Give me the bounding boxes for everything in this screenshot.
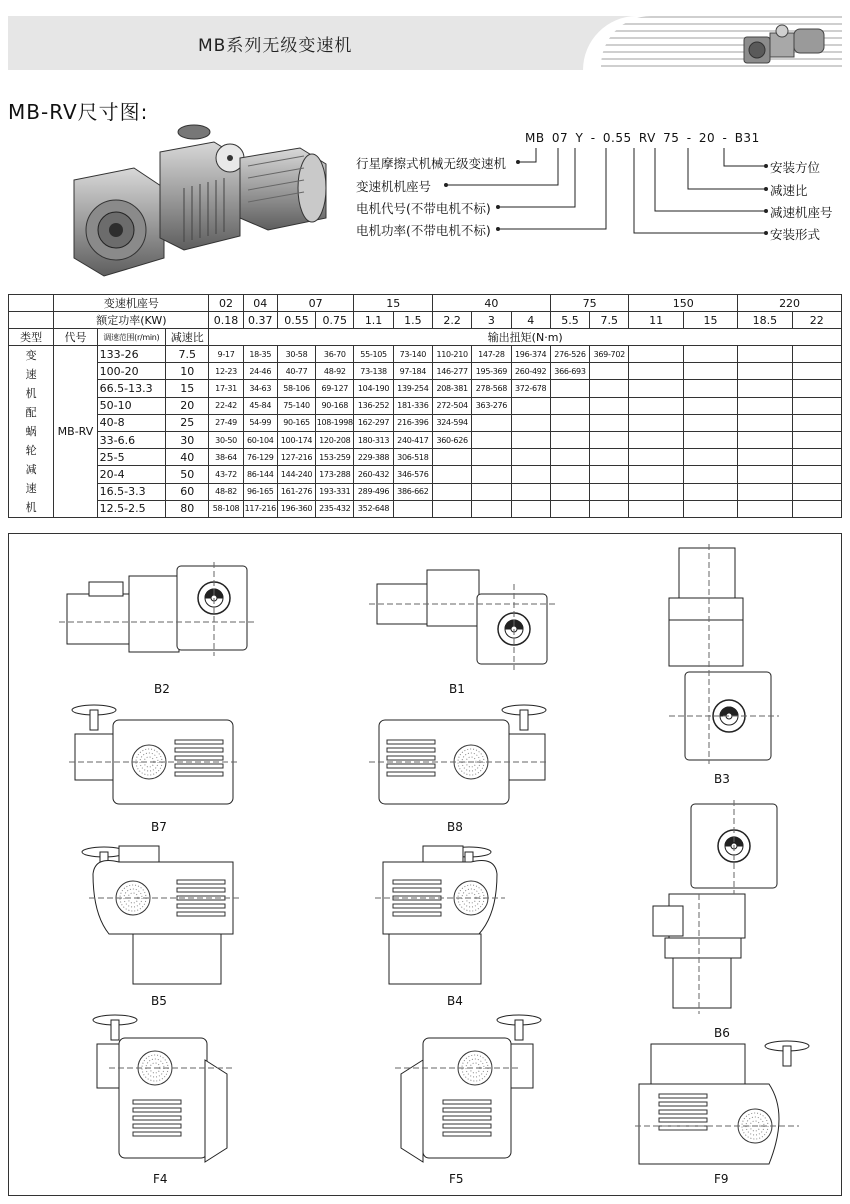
- ratio-cell: 50: [166, 466, 209, 483]
- ratio-cell: 20: [166, 397, 209, 414]
- view-b5: [82, 846, 241, 984]
- frame-cell: 07: [277, 295, 354, 312]
- view-b8: [369, 705, 549, 804]
- torque-cell: 306-518: [393, 449, 432, 466]
- torque-cell: 40-77: [277, 363, 315, 380]
- torque-cell: [432, 500, 471, 517]
- torque-cell: [590, 500, 629, 517]
- torque-cell: [683, 397, 737, 414]
- view-f9: [635, 1041, 809, 1164]
- torque-cell: [472, 483, 511, 500]
- speed-range-cell: 50-10: [97, 397, 165, 414]
- torque-cell: [792, 397, 841, 414]
- torque-cell: [792, 380, 841, 397]
- code-part-motor: Y: [575, 131, 584, 145]
- torque-cell: [792, 483, 841, 500]
- torque-cell: [683, 500, 737, 517]
- torque-cell: 73-138: [354, 363, 393, 380]
- torque-cell: 181-336: [393, 397, 432, 414]
- torque-table-body: [9, 346, 842, 518]
- table-row: [9, 346, 842, 363]
- power-cell: 18.5: [738, 312, 792, 329]
- table-row: [9, 380, 842, 397]
- torque-cell: [683, 363, 737, 380]
- speed-range-cell: 33-6.6: [97, 431, 165, 448]
- torque-cell: 58-108: [209, 500, 243, 517]
- table-header-frame-row: [9, 295, 842, 312]
- torque-cell: [550, 483, 589, 500]
- torque-cell: 193-331: [316, 483, 354, 500]
- table-row: [9, 500, 842, 517]
- view-label-b3: B3: [714, 772, 730, 786]
- torque-cell: 360-626: [432, 431, 471, 448]
- torque-cell: [590, 431, 629, 448]
- legend-left-4: 电机功率(不带电机不标): [356, 223, 491, 238]
- torque-cell: 127-216: [277, 449, 315, 466]
- ratio-cell: 30: [166, 431, 209, 448]
- torque-cell: [738, 500, 792, 517]
- code-part-rv: RV: [638, 131, 656, 145]
- torque-cell: [590, 363, 629, 380]
- torque-cell: [629, 380, 683, 397]
- power-cell: 3: [472, 312, 511, 329]
- torque-cell: 48-82: [209, 483, 243, 500]
- torque-cell: [683, 431, 737, 448]
- section-title: MB-RV尺寸图:: [8, 100, 149, 124]
- view-label-b5: B5: [151, 994, 167, 1008]
- torque-cell: 86-144: [243, 466, 277, 483]
- torque-cell: 386-662: [393, 483, 432, 500]
- torque-cell: 260-432: [354, 466, 393, 483]
- torque-cell: 73-140: [393, 346, 432, 363]
- legend-left-2: 变速机机座号: [356, 179, 432, 194]
- torque-cell: [683, 449, 737, 466]
- torque-cell: 96-165: [243, 483, 277, 500]
- torque-cell: [550, 500, 589, 517]
- ratio-cell: 80: [166, 500, 209, 517]
- torque-cell: 180-313: [354, 431, 393, 448]
- torque-cell: [683, 483, 737, 500]
- torque-cell: 38-64: [209, 449, 243, 466]
- torque-cell: [629, 431, 683, 448]
- torque-cell: [550, 466, 589, 483]
- view-label-b1: B1: [449, 682, 465, 696]
- torque-cell: [472, 500, 511, 517]
- torque-cell: [738, 431, 792, 448]
- torque-header: 输出扭矩(N·m): [209, 329, 842, 346]
- torque-cell: [590, 483, 629, 500]
- power-cell: 1.1: [354, 312, 393, 329]
- torque-cell: 372-678: [511, 380, 550, 397]
- torque-cell: [550, 397, 589, 414]
- torque-cell: 276-526: [550, 346, 589, 363]
- view-f5: [395, 1015, 541, 1162]
- torque-cell: 104-190: [354, 380, 393, 397]
- torque-cell: [472, 449, 511, 466]
- torque-cell: [792, 431, 841, 448]
- table-row: [9, 466, 842, 483]
- legend-right-3: 减速机座号: [770, 205, 833, 220]
- torque-cell: [629, 466, 683, 483]
- frame-label: 变速机座号: [54, 295, 209, 312]
- torque-cell: [738, 346, 792, 363]
- torque-cell: [629, 346, 683, 363]
- torque-cell: 22-42: [209, 397, 243, 414]
- torque-cell: 346-576: [393, 466, 432, 483]
- torque-cell: [738, 483, 792, 500]
- power-label: 额定功率(KW): [54, 312, 209, 329]
- col-code-header: 代号: [54, 329, 97, 346]
- view-label-f4: F4: [153, 1172, 168, 1186]
- legend-right-4: 安装形式: [770, 227, 821, 242]
- torque-cell: 100-174: [277, 431, 315, 448]
- torque-cell: 30-50: [209, 431, 243, 448]
- torque-cell: 58-106: [277, 380, 315, 397]
- torque-cell: 17-31: [209, 380, 243, 397]
- torque-cell: [550, 431, 589, 448]
- torque-cell: 45-84: [243, 397, 277, 414]
- table-row: [9, 449, 842, 466]
- torque-cell: [550, 414, 589, 431]
- code-part-frame: 07: [551, 131, 569, 145]
- view-b7: [69, 705, 239, 804]
- torque-cell: [550, 449, 589, 466]
- torque-cell: 289-496: [354, 483, 393, 500]
- ratio-cell: 7.5: [166, 346, 209, 363]
- code-part-dash: -: [722, 131, 728, 145]
- view-b6: [653, 800, 777, 1014]
- product-photo: [64, 118, 332, 288]
- torque-cell: 324-594: [432, 414, 471, 431]
- code-part-ratio: 20: [698, 131, 716, 145]
- ratio-cell: 15: [166, 380, 209, 397]
- power-cell: 11: [629, 312, 683, 329]
- torque-cell: 76-129: [243, 449, 277, 466]
- torque-cell: 9-17: [209, 346, 243, 363]
- speed-range-cell: 133-26: [97, 346, 165, 363]
- view-label-b8: B8: [447, 820, 463, 834]
- torque-cell: 117-216: [243, 500, 277, 517]
- view-b3: [669, 544, 779, 764]
- power-cell: 15: [683, 312, 737, 329]
- frame-cell: 220: [738, 295, 842, 312]
- torque-cell: 196-374: [511, 346, 550, 363]
- torque-cell: [511, 500, 550, 517]
- torque-cell: [550, 380, 589, 397]
- torque-cell: 30-58: [277, 346, 315, 363]
- speed-range-cell: 40-8: [97, 414, 165, 431]
- frame-cell: 02: [209, 295, 243, 312]
- torque-cell: [590, 449, 629, 466]
- torque-cell: 69-127: [316, 380, 354, 397]
- legend-left-3: 电机代号(不带电机不标): [356, 201, 491, 216]
- torque-cell: 278-568: [472, 380, 511, 397]
- torque-cell: 120-208: [316, 431, 354, 448]
- table-row: [9, 483, 842, 500]
- torque-cell: [472, 466, 511, 483]
- torque-cell: 369-702: [590, 346, 629, 363]
- ratio-cell: 60: [166, 483, 209, 500]
- torque-cell: 216-396: [393, 414, 432, 431]
- torque-cell: [590, 414, 629, 431]
- legend-left-1: 行星摩擦式机械无级变速机: [356, 156, 507, 171]
- power-cell: 22: [792, 312, 841, 329]
- torque-cell: [432, 483, 471, 500]
- frame-cell: 40: [432, 295, 550, 312]
- torque-cell: [738, 414, 792, 431]
- torque-cell: 27-49: [209, 414, 243, 431]
- torque-cell: 24-46: [243, 363, 277, 380]
- table-row: [9, 363, 842, 380]
- torque-cell: [511, 414, 550, 431]
- view-label-b7: B7: [151, 820, 167, 834]
- torque-cell: 352-648: [354, 500, 393, 517]
- torque-cell: [629, 500, 683, 517]
- speed-range-cell: 12.5-2.5: [97, 500, 165, 517]
- ratio-cell: 40: [166, 449, 209, 466]
- ratio-cell: 10: [166, 363, 209, 380]
- torque-cell: [511, 431, 550, 448]
- torque-cell: 18-35: [243, 346, 277, 363]
- torque-cell: 195-369: [472, 363, 511, 380]
- col-range-header: 调速范围(r/min): [97, 329, 165, 346]
- col-ratio-header: 减速比: [166, 329, 209, 346]
- torque-cell: 36-70: [316, 346, 354, 363]
- col-type-header: 类型: [9, 329, 54, 346]
- table-row: [9, 414, 842, 431]
- torque-cell: 196-360: [277, 500, 315, 517]
- code-part-dash: -: [590, 131, 596, 145]
- torque-cell: [683, 380, 737, 397]
- type-name: 变速机配蜗轮减速机: [25, 349, 37, 514]
- torque-cell: 34-63: [243, 380, 277, 397]
- torque-cell: 235-432: [316, 500, 354, 517]
- torque-cell: [792, 500, 841, 517]
- torque-cell: [683, 346, 737, 363]
- legend-right-2: 减速比: [770, 183, 808, 198]
- torque-cell: 366-693: [550, 363, 589, 380]
- torque-cell: 75-140: [277, 397, 315, 414]
- torque-cell: 55-105: [354, 346, 393, 363]
- torque-cell: 48-92: [316, 363, 354, 380]
- type-name-cell: [9, 346, 54, 518]
- torque-cell: [511, 397, 550, 414]
- torque-cell: [792, 466, 841, 483]
- legend-right-1: 安装方位: [770, 160, 821, 175]
- speed-range-cell: 25-5: [97, 449, 165, 466]
- torque-cell: 60-104: [243, 431, 277, 448]
- speed-range-cell: 16.5-3.3: [97, 483, 165, 500]
- torque-cell: [738, 449, 792, 466]
- view-f4: [93, 1015, 235, 1162]
- view-label-b4: B4: [447, 994, 463, 1008]
- torque-cell: [590, 466, 629, 483]
- torque-cell: [629, 397, 683, 414]
- frame-cell: 75: [550, 295, 629, 312]
- torque-cell: 146-277: [432, 363, 471, 380]
- code-part-reducer-frame: 75: [663, 131, 680, 145]
- power-cell: 1.5: [393, 312, 432, 329]
- mounting-drawings-panel: [8, 533, 842, 1196]
- table-row: [9, 397, 842, 414]
- frame-cell: 150: [629, 295, 738, 312]
- torque-cell: [629, 414, 683, 431]
- torque-cell: 153-259: [316, 449, 354, 466]
- view-b2: [59, 562, 257, 656]
- torque-cell: 229-388: [354, 449, 393, 466]
- view-label-b2: B2: [154, 682, 170, 696]
- torque-cell: 208-381: [432, 380, 471, 397]
- torque-cell: 12-23: [209, 363, 243, 380]
- power-cell: 0.37: [243, 312, 277, 329]
- torque-cell: [738, 397, 792, 414]
- torque-cell: [683, 466, 737, 483]
- torque-cell: [792, 414, 841, 431]
- torque-cell: 108-1998: [316, 414, 354, 431]
- torque-cell: [511, 483, 550, 500]
- gearbox-thumbnail-image: [738, 19, 828, 67]
- torque-cell: 260-492: [511, 363, 550, 380]
- torque-cell: [792, 346, 841, 363]
- torque-cell: [629, 449, 683, 466]
- torque-cell: [738, 466, 792, 483]
- torque-cell: [738, 363, 792, 380]
- torque-cell: 90-165: [277, 414, 315, 431]
- view-label-f5: F5: [449, 1172, 464, 1186]
- type-code: MB-RV: [54, 346, 97, 518]
- torque-cell: 144-240: [277, 466, 315, 483]
- power-cell: 5.5: [550, 312, 589, 329]
- torque-cell: [472, 414, 511, 431]
- torque-cell: 173-288: [316, 466, 354, 483]
- torque-cell: 161-276: [277, 483, 315, 500]
- torque-cell: 54-99: [243, 414, 277, 431]
- torque-cell: 43-72: [209, 466, 243, 483]
- torque-cell: 162-297: [354, 414, 393, 431]
- table-header-power-row: [9, 312, 842, 329]
- torque-cell: [683, 414, 737, 431]
- view-label-b6: B6: [714, 1026, 730, 1040]
- code-part-power: 0.55: [602, 131, 632, 145]
- torque-cell: [792, 449, 841, 466]
- torque-cell: [472, 431, 511, 448]
- torque-cell: [590, 397, 629, 414]
- view-label-f9: F9: [714, 1172, 729, 1186]
- torque-cell: [432, 466, 471, 483]
- torque-cell: 240-417: [393, 431, 432, 448]
- torque-cell: [432, 449, 471, 466]
- torque-cell: 363-276: [472, 397, 511, 414]
- frame-cell: 15: [354, 295, 433, 312]
- model-code: [525, 131, 763, 145]
- torque-cell: [511, 466, 550, 483]
- power-cell: 4: [511, 312, 550, 329]
- torque-cell: [393, 500, 432, 517]
- speed-range-cell: 20-4: [97, 466, 165, 483]
- torque-cell: [590, 380, 629, 397]
- torque-cell: [511, 449, 550, 466]
- code-part-mb: MB: [525, 131, 545, 145]
- torque-cell: 110-210: [432, 346, 471, 363]
- speed-range-cell: 66.5-13.3: [97, 380, 165, 397]
- power-cell: 0.18: [209, 312, 243, 329]
- power-cell: 2.2: [432, 312, 471, 329]
- mounting-drawings: [9, 534, 841, 1195]
- view-b4: [375, 846, 505, 984]
- frame-cell: 04: [243, 295, 277, 312]
- power-cell: 0.55: [277, 312, 315, 329]
- torque-cell: 272-504: [432, 397, 471, 414]
- torque-cell: 97-184: [393, 363, 432, 380]
- speed-range-cell: 100-20: [97, 363, 165, 380]
- view-b1: [369, 570, 557, 670]
- torque-cell: [792, 363, 841, 380]
- torque-cell: 136-252: [354, 397, 393, 414]
- power-cell: 7.5: [590, 312, 629, 329]
- torque-cell: 139-254: [393, 380, 432, 397]
- torque-cell: 147-28: [472, 346, 511, 363]
- table-row: [9, 431, 842, 448]
- power-cell: 0.75: [316, 312, 354, 329]
- banner-title: MB系列无级变速机: [198, 36, 353, 56]
- torque-cell: 90-168: [316, 397, 354, 414]
- torque-spec-table: [8, 294, 842, 518]
- table-header-columns-row: [9, 329, 842, 346]
- header-banner: [8, 16, 842, 70]
- torque-cell: [629, 483, 683, 500]
- ratio-cell: 25: [166, 414, 209, 431]
- torque-cell: [629, 363, 683, 380]
- torque-cell: [738, 380, 792, 397]
- code-part-position: B31: [734, 131, 760, 145]
- code-part-dash: -: [686, 131, 692, 145]
